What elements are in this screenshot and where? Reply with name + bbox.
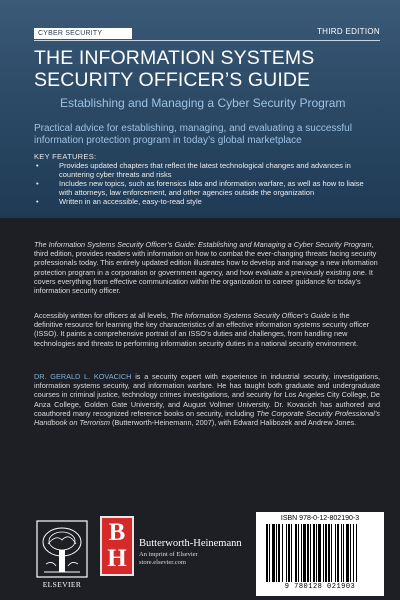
book-title-line-1: THE INFORMATION SYSTEMS <box>34 47 315 69</box>
referenced-book-title: The Corporate Security Professional’s Handbook on Terrorism <box>34 408 380 428</box>
description-text: Accessibly written for officers at all levels, <box>34 311 171 320</box>
author-name: DR. GERALD L. KOVACICH <box>34 372 132 381</box>
author-bio <box>34 372 380 427</box>
book-title-italic: The Information Systems Security Officer’s Guide <box>170 311 331 320</box>
butterworth-heinemann-logo-icon <box>100 516 134 576</box>
author-bio-text: is a security expert with experience in industrial security, investigations, information systems security, and information warfare. He has taught both graduate and undergraduate courses in criminal justice, technology crimes investigations, and security for Los Angeles City College, De Anza College, Golden Gate University, and August Vollmer University. Dr. Kovacich has authored and coauthored many recognized reference books on security, including <box>34 372 380 418</box>
description-paragraph-1 <box>34 240 380 295</box>
key-features-title: KEY FEATURES: <box>34 152 97 161</box>
key-feature-item: • Includes new topics, such as forensics labs and information warfare, as well as how to liaise with attorneys, law enforcement, and other agencies outside the organization <box>36 179 376 197</box>
category-tag: CYBER SECURITY <box>34 28 132 39</box>
promo-line-1: Practical advice for establishing, managing, and evaluating a successful <box>34 123 352 134</box>
elsevier-tree-logo-icon <box>36 520 88 578</box>
bh-logo-letter-h: H <box>107 545 127 572</box>
header-divider <box>34 40 380 41</box>
key-feature-item: • Written in an accessible, easy-to-read style <box>36 197 376 206</box>
store-url: store.elsevier.com <box>139 559 186 566</box>
description-text: is the definitive resource for learning the key characteristics of an effective information systems security officer (ISSO). It paints a comprehensive portrait of an ISSO’s duties and challenges, from handling new technologies and threats to performing information security duties in a national security environment. <box>34 311 370 348</box>
book-title-italic: The Information Systems Security Officer’s Guide: Establishing and Managing a Cyber Security Program <box>34 240 372 249</box>
description-text: , third edition, provides readers with information on how to combat the ever-changing threats facing security professionals today. This entirely updated edition illustrates how to develop and manage a new information protection program in a corporation or government agency, and how evaluate a previously existing one. It covers everything from effective communication within the organization to career guidance for today’s information security officer. <box>34 240 378 296</box>
publisher-name: Butterworth-Heinemann <box>139 538 242 549</box>
book-subtitle: Establishing and Managing a Cyber Security Program <box>60 96 346 110</box>
bh-logo-letter-b: B <box>108 519 126 546</box>
key-features-list <box>36 161 376 206</box>
book-title <box>34 47 380 91</box>
key-feature-item: • Provides updated chapters that reflect the latest technological changes and advances in countering cyber threats and risks <box>36 161 376 179</box>
barcode-panel <box>256 512 384 596</box>
promo-line-2: information protection program in today’s global marketplace <box>34 135 302 146</box>
barcode-icon <box>264 524 376 582</box>
author-bio-text: (Butterworth-Heinemann, 2007), with Edward Halibozek and Andrew Jones. <box>109 418 357 428</box>
book-title-line-2: SECURITY OFFICER’S GUIDE <box>34 69 311 91</box>
edition-label: THIRD EDITION <box>316 27 380 36</box>
description-paragraph-2 <box>34 311 380 348</box>
promo-text <box>34 123 384 147</box>
imprint-line: An imprint of Elsevier <box>139 551 198 558</box>
isbn-label: ISBN 978-0-12-802190-3 <box>280 515 360 522</box>
barcode-digits: 9 780128 021903 <box>284 583 356 591</box>
elsevier-label: ELSEVIER <box>42 580 82 589</box>
